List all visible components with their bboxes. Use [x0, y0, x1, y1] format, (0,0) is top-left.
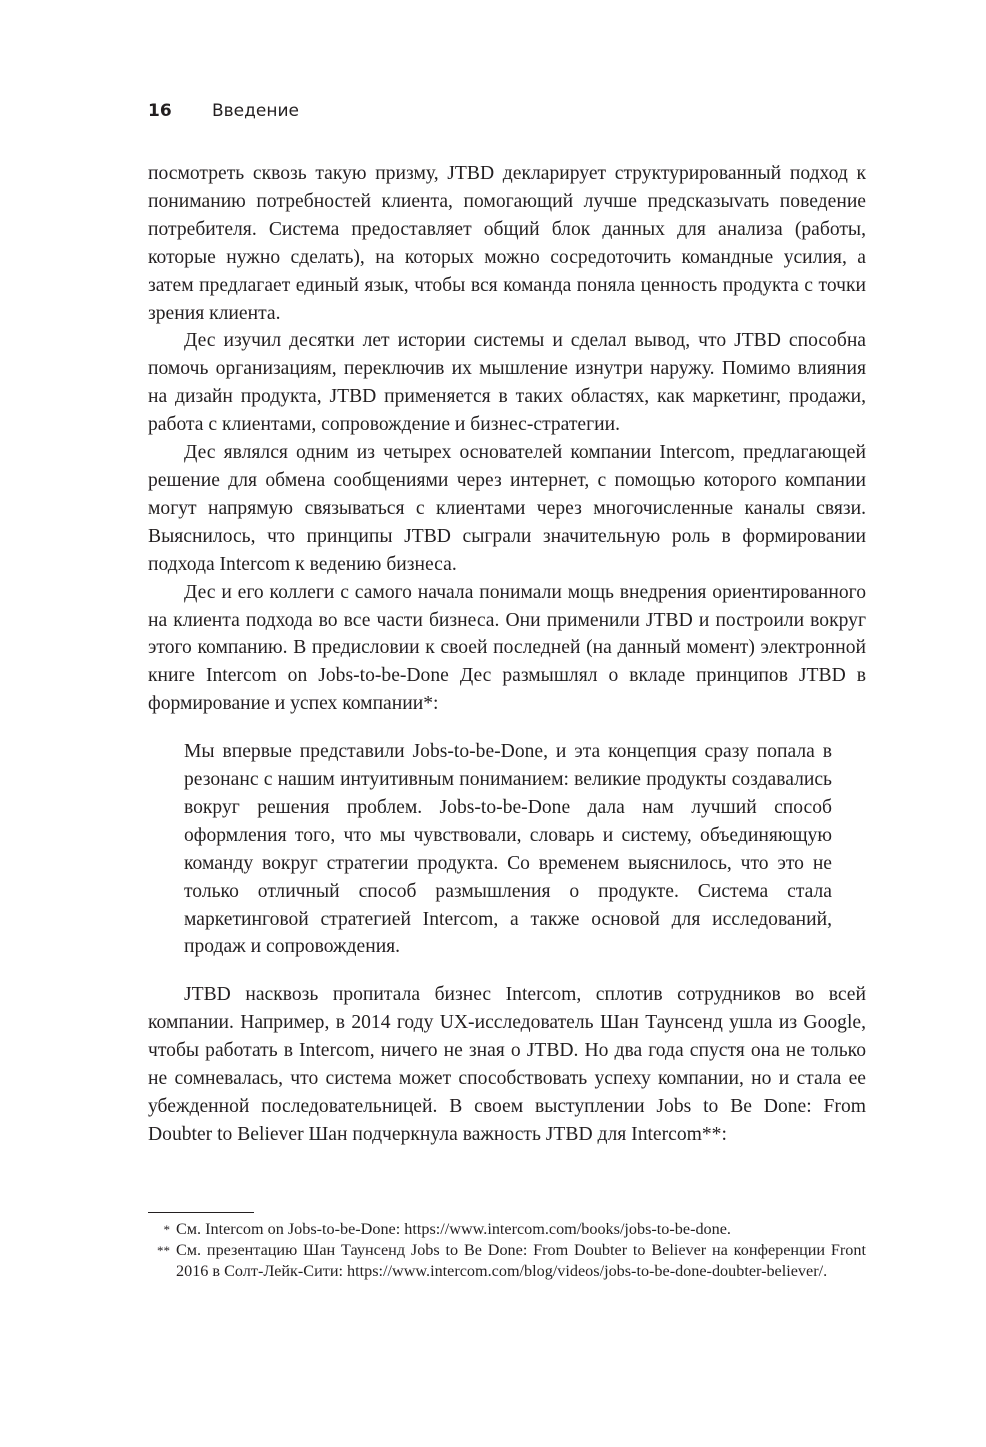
body-text: [148, 160, 866, 1149]
footnote-text: См. презентацию Шан Таунсенд Jobs to Be Done: From Doubter to Believer на конференции Front 2016 в Солт-Лейк-Сити: https://www.intercom.com/blog/videos/jobs-to-​be-done-doubter-believer/.: [176, 1241, 866, 1280]
paragraph: Дес и его коллеги с самого начала понимали мощь внедрения ориентированного на клиента подхода во все части бизнеса. Они применили JTBD и построили вокруг этого компанию. В предисловии к своей последней (на данный момент) электронной книге Intercom on Jobs-to-be-Done Дес размышлял о вкладе принципов JTBD в формирование и успех компании*:: [148, 581, 866, 715]
footnotes: [148, 1219, 866, 1282]
footnote-divider: [148, 1212, 254, 1213]
paragraph: Дес изучил десятки лет истории системы и сделал вывод, что JTBD способна помочь организациям, переключив их мышление изнутри наружу. Помимо влияния на дизайн продукта, JTBD применяется в таких областях, как маркетинг, продажи, работа с клиентами, сопровождение и бизнес-стратегии.: [148, 330, 866, 436]
block-quote: [184, 738, 832, 961]
footnote-marker: *: [163, 1222, 170, 1237]
paragraph: JTBD насквозь пропитала бизнес Intercom, сплотив сотрудников во всей компании. Например, в 2014 году UX-исследователь Шан Таунсенд ушла из Google, чтобы работать в Intercom, ничего не зная о JTBD. Но два года спустя она не только не сомневалась, что система может способствовать успеху компании, но и стала ее убежденной последовательницей. В своем выступлении Jobs to Be Done: From Doubter to Believer Шан подчеркнула важность JTBD для Intercom**:: [148, 984, 866, 1145]
footnote-text: См. Intercom on Jobs-to-be-Done: https://www.intercom.com/books/jobs-to-be-done.: [176, 1220, 731, 1238]
page-number: 16: [148, 101, 172, 121]
quote-text: Мы впервые представили Jobs-to-be-Done, и эта концепция сразу попала в резонанс с нашим интуитивным пониманием: великие продукты создавались вокруг решения проблем. Jobs-to-be-Done дала нам лучший способ оформления того, что мы чувствовали, словарь и систему, объединяющую команду вокруг стратегии продукта. Со временем выяснилось, что это не только отличный способ размышления о продукте. Система стала маркетинговой стратегией Intercom, а также основой для исследований, продаж и сопровождения.: [184, 741, 832, 958]
footnote: [148, 1219, 866, 1240]
section-title: Введение: [212, 101, 299, 121]
running-head: [148, 98, 299, 124]
footnote: [148, 1240, 866, 1282]
paragraph: Дес являлся одним из четырех основателей компании Intercom, предлагающей решение для обмена сообщениями через интернет, с помощью которого компании могут напрямую связываться с клиентами через многочисленные каналы связи. Выяснилось, что принципы JTBD сыграли значительную роль в формировании подхода Intercom к ведению бизнеса.: [148, 442, 866, 575]
footnote-marker: **: [157, 1243, 170, 1258]
paragraph-continued: посмотреть сквозь такую призму, JTBD декларирует структурированный подход к пониманию потребностей клиента, помогающий лучше предсказыvать поведение потребителя. Система предоставляет общий блок данных для анализа (работы, которые нужно сделать), на которых можно сосредоточить командные усилия, а затем предлагает единый язык, чтобы вся команда поняла ценность продукта с точки зрения клиента.: [148, 163, 866, 324]
